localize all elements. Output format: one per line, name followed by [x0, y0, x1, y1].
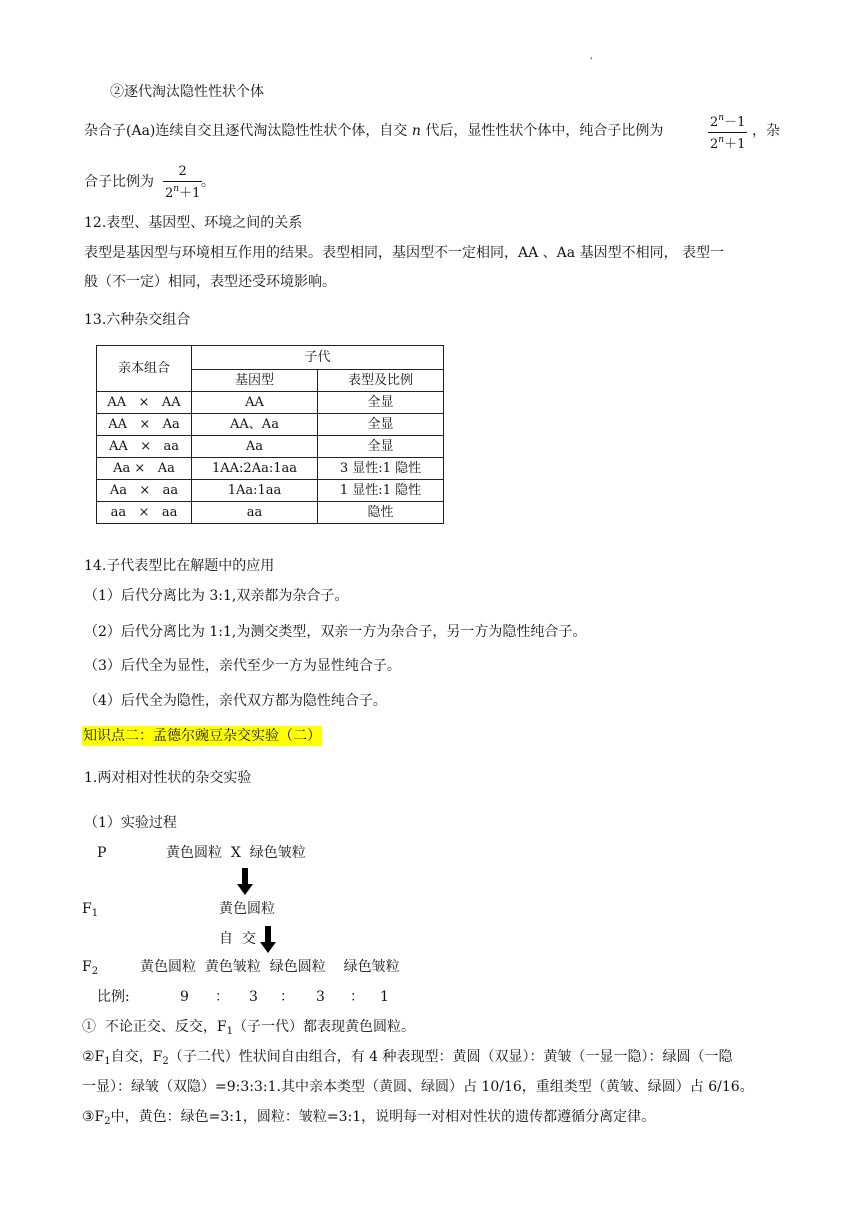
cross-combination-table [96, 345, 444, 524]
cell-genotype: AA [192, 392, 318, 414]
header-offspring: 子代 [192, 346, 444, 370]
subsection-title: ②逐代淘汰隐性性状个体 [110, 84, 264, 100]
paragraph-line-tail: ，杂 [752, 123, 780, 139]
header-phenotype: 表型及比例 [318, 370, 444, 392]
page-corner-mark: ' [590, 57, 593, 67]
paragraph-line: 表型是基因型与环境相互作用的结果。表型相同，基因型不一定相同，AA 、Aa 基因型不相同， 表型一 [84, 245, 725, 261]
highlighted-heading: 知识点二：孟德尔豌豆杂交实验（二） [83, 728, 321, 744]
table-row [97, 458, 444, 480]
note-line: $②F_1$自交，$F_2$（子二代）性状间自由组合，有 4 种表现型：黄圆（双显）：黄皱（一显一隐）：绿圆（一隐 [82, 1049, 733, 1067]
cell-phenotype: 全显 [318, 392, 444, 414]
cell-genotype: Aa [192, 436, 318, 458]
section-title: 12.表型、基因型、环境之间的关系 [84, 215, 303, 231]
list-item: （2）后代分离比为 1:1,为测交类型，双亲一方为杂合子，另一方为隐性纯合子。 [84, 624, 587, 640]
ratio-label: 比例: [97, 989, 130, 1005]
list-item: （3）后代全为显性，亲代至少一方为显性纯合子。 [84, 658, 401, 674]
table-row [97, 502, 444, 524]
cell-parent: AA × AA [97, 392, 192, 414]
subsection-title: （1）实验过程 [84, 815, 177, 831]
cell-genotype: AA、Aa [192, 414, 318, 436]
generation-label-f2: $F_2$ [82, 959, 99, 977]
cell-parent: Aa × Aa [97, 458, 192, 480]
note-line: $③F_2$中，黄色：绿色=3:1，圆粒：皱粒=3:1，说明每一对相对性状的遗传都遵循分离定律。 [82, 1109, 656, 1127]
ratio-value: 3 [249, 989, 258, 1005]
section-title: 14.子代表型比在解题中的应用 [84, 558, 275, 574]
paragraph-line: 般（不一定）相同，表型还受环境影响。 [84, 274, 336, 290]
heterozygote-ratio-fraction: $\frac{2}{2^n+1}$ [165, 164, 201, 201]
cell-phenotype: 全显 [318, 436, 444, 458]
ratio-value: 9 [180, 989, 189, 1005]
down-arrow-icon [236, 868, 254, 896]
note-line: ① 不论正交、反交，$F_1$（子一代）都表现黄色圆粒。 [82, 1019, 415, 1037]
ratio-value: 1 [380, 989, 389, 1005]
ratio-separator: ： [280, 989, 294, 1005]
table-header-row [97, 346, 444, 370]
paragraph-period: 。 [201, 174, 215, 190]
table-row [97, 414, 444, 436]
table-row [97, 480, 444, 502]
list-item: （1）后代分离比为 3:1,双亲都为杂合子。 [84, 588, 349, 604]
generation-label-p: P [97, 845, 107, 861]
ratio-separator: ： [350, 989, 364, 1005]
paragraph-line: 杂合子(Aa)连续自交且逐代淘汰隐性性状个体，自交 n 代后，显性性状个体中，纯合子比例为 [84, 123, 664, 139]
cell-parent: Aa × aa [97, 480, 192, 502]
cell-genotype: 1Aa:1aa [192, 480, 318, 502]
f2-phenotypes: 黄色圆粒 黄色皱粒 绿色圆粒 绿色皱粒 [140, 959, 400, 975]
f1-phenotype: 黄色圆粒 [219, 901, 275, 917]
list-item: （4）后代全为隐性，亲代双方都为隐性纯合子。 [84, 693, 387, 709]
note-line: 一显）：绿皱（双隐）=9:3:3:1.其中亲本类型（黄圆、绿圆）占 10/16，重组类型（黄皱、绿圆）占 6/16。 [82, 1079, 754, 1095]
ratio-value: 3 [316, 989, 325, 1005]
paragraph-line: 合子比例为 [84, 174, 154, 190]
section-title: 13.六种杂交组合 [84, 312, 191, 328]
header-genotype: 基因型 [192, 370, 318, 392]
pure-ratio-fraction: $\frac{2^n-1}{2^n+1}$ [710, 113, 746, 152]
cell-genotype: aa [192, 502, 318, 524]
table-row [97, 392, 444, 414]
header-parent: 亲本组合 [97, 346, 192, 392]
cell-parent: AA × Aa [97, 414, 192, 436]
selfing-label: 自 交 [219, 931, 256, 947]
parent-cross: 黄色圆粒 X 绿色皱粒 [166, 845, 306, 861]
cell-parent: aa × aa [97, 502, 192, 524]
subsection-title: 1.两对相对性状的杂交实验 [84, 770, 252, 786]
cell-genotype: 1AA:2Aa:1aa [192, 458, 318, 480]
cell-phenotype: 3 显性:1 隐性 [318, 458, 444, 480]
cell-phenotype: 全显 [318, 414, 444, 436]
cell-phenotype: 隐性 [318, 502, 444, 524]
cell-parent: AA × aa [97, 436, 192, 458]
generation-label-f1: $F_1$ [82, 901, 99, 919]
down-arrow-icon [259, 926, 277, 954]
table-row [97, 436, 444, 458]
cell-phenotype: 1 显性:1 隐性 [318, 480, 444, 502]
ratio-separator: ： [215, 989, 229, 1005]
